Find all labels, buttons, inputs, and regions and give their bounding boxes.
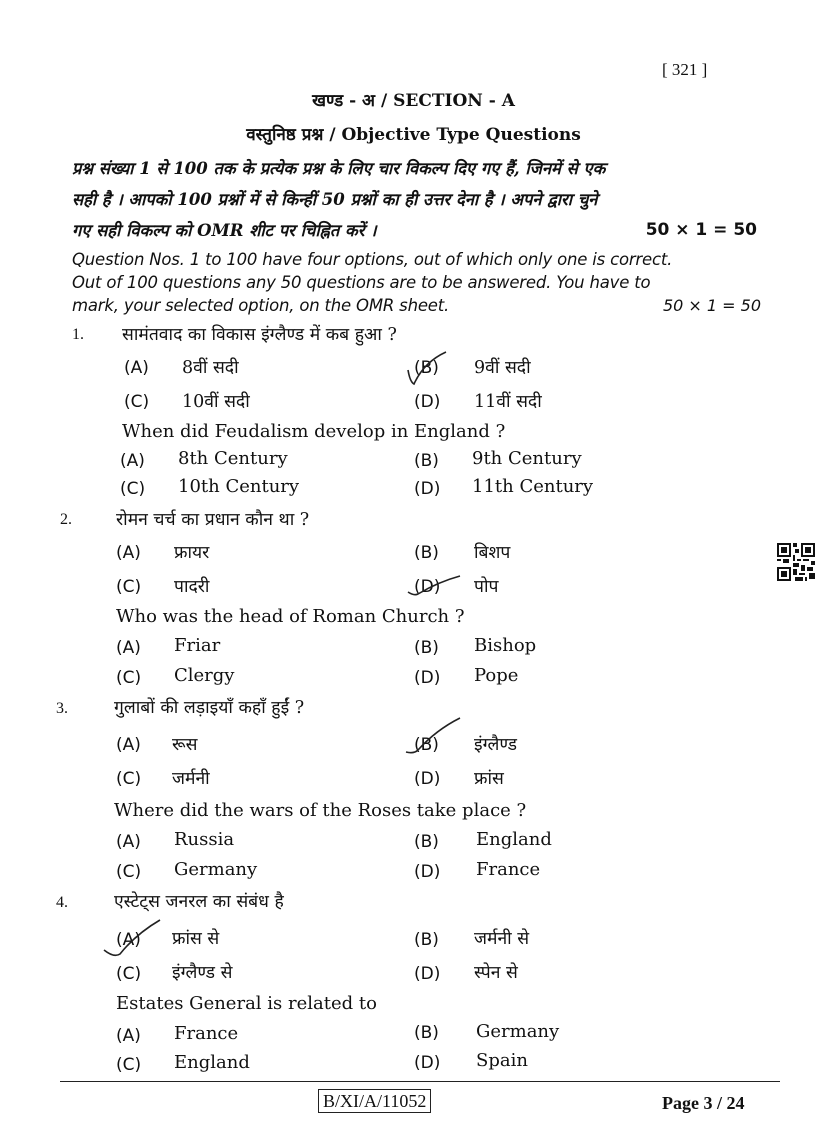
option-label: (C) bbox=[116, 1055, 142, 1075]
option-label: (B) bbox=[414, 638, 439, 658]
q2-english-option-b: Bishop bbox=[474, 635, 537, 656]
q2-english-option-d: Pope bbox=[474, 665, 519, 686]
q3-english-option-d: France bbox=[476, 859, 541, 880]
page-number: Page 3 / 24 bbox=[662, 1093, 745, 1113]
question-2-hindi: रोमन चर्च का प्रधान कौन था ? bbox=[116, 510, 310, 530]
option-label: (C) bbox=[116, 964, 142, 984]
q4-hindi-option-a: फ्रांस से bbox=[172, 929, 220, 949]
question-1-hindi: सामंतवाद का विकास इंग्लैण्ड में कब हुआ ? bbox=[122, 325, 397, 345]
section-subtitle: वस्तुनिष्ठ प्रश्न / Objective Type Questions bbox=[246, 125, 581, 145]
option-label: (B) bbox=[414, 735, 439, 755]
hindi-marks: 50 × 1 = 50 bbox=[645, 220, 757, 240]
option-label: (A) bbox=[116, 1026, 141, 1046]
option-label: (A) bbox=[124, 358, 149, 378]
question-1-english: When did Feudalism develop in England ? bbox=[122, 421, 506, 442]
q1-english-option-a: 8th Century bbox=[178, 448, 288, 469]
q4-english-option-c: England bbox=[174, 1052, 250, 1073]
option-label: (C) bbox=[120, 479, 146, 499]
question-number: 3. bbox=[56, 700, 68, 717]
q4-english-option-b: Germany bbox=[476, 1021, 560, 1042]
q3-hindi-option-c: जर्मनी bbox=[172, 769, 210, 789]
option-label: (B) bbox=[414, 543, 439, 563]
option-label: (A) bbox=[116, 735, 141, 755]
q2-hindi-option-c: पादरी bbox=[174, 577, 210, 597]
qr-code-icon bbox=[777, 543, 815, 581]
option-label: (B) bbox=[414, 930, 439, 950]
question-4-hindi: एस्टेट्स जनरल का संबंध है bbox=[114, 892, 284, 912]
option-label: (D) bbox=[414, 769, 441, 789]
q1-hindi-option-b: 9वीं सदी bbox=[474, 358, 531, 378]
paper-code: [ 321 ] bbox=[662, 60, 708, 79]
footer-divider bbox=[60, 1081, 780, 1082]
q1-hindi-option-d: 11वीं सदी bbox=[474, 392, 542, 412]
q4-english-option-a: France bbox=[174, 1023, 239, 1044]
handwritten-tick-icon bbox=[402, 714, 464, 758]
option-label: (A) bbox=[120, 451, 145, 471]
q3-hindi-option-b: इंग्लैण्ड bbox=[474, 735, 518, 755]
q1-hindi-option-c: 10वीं सदी bbox=[182, 392, 250, 412]
question-4-english: Estates General is related to bbox=[116, 993, 377, 1014]
q1-english-option-d: 11th Century bbox=[472, 476, 594, 497]
q2-english-option-c: Clergy bbox=[174, 665, 235, 686]
option-label: (D) bbox=[414, 862, 441, 882]
option-label: (D) bbox=[414, 964, 441, 984]
option-label: (D) bbox=[414, 392, 441, 412]
q2-english-option-a: Friar bbox=[174, 635, 221, 656]
option-label: (A) bbox=[116, 543, 141, 563]
option-label: (A) bbox=[116, 638, 141, 658]
question-2-english: Who was the head of Roman Church ? bbox=[116, 606, 465, 627]
q4-hindi-option-d: स्पेन से bbox=[474, 963, 518, 983]
option-label: (D) bbox=[414, 577, 441, 597]
q3-hindi-option-a: रूस bbox=[172, 735, 198, 755]
q4-english-option-d: Spain bbox=[476, 1050, 528, 1071]
english-marks: 50 × 1 = 50 bbox=[662, 296, 761, 315]
option-label: (D) bbox=[414, 479, 441, 499]
q3-english-option-c: Germany bbox=[174, 859, 258, 880]
question-number: 2. bbox=[60, 511, 72, 528]
option-label: (B) bbox=[414, 832, 439, 852]
q2-hindi-option-d: पोप bbox=[474, 577, 499, 597]
booklet-code: B/XI/A/11052 bbox=[318, 1089, 431, 1113]
option-label: (C) bbox=[124, 392, 150, 412]
q1-english-option-c: 10th Century bbox=[178, 476, 300, 497]
option-label: (C) bbox=[116, 862, 142, 882]
q3-hindi-option-d: फ्रांस bbox=[474, 769, 504, 789]
q2-hindi-option-b: बिशप bbox=[474, 543, 511, 563]
english-instruction-line-1: Question Nos. 1 to 100 have four options, out of which only one is correct. bbox=[72, 250, 673, 269]
q2-hindi-option-a: फ्रायर bbox=[174, 543, 210, 563]
hindi-instruction-line-2: सही है । आपको 100 प्रश्नों में से किन्हीं 50 प्रश्नों का ही उत्तर देना है । अपने द्वारा चुने bbox=[72, 190, 598, 209]
hindi-instruction-line-1: प्रश्न संख्या 1 से 100 तक के प्रत्येक प्रश्न के लिए चार विकल्प दिए गए हैं, जिनमें से एक bbox=[72, 159, 606, 178]
handwritten-tick-icon bbox=[404, 570, 464, 600]
option-label: (D) bbox=[414, 1053, 441, 1073]
q1-hindi-option-a: 8वीं सदी bbox=[182, 358, 239, 378]
handwritten-tick-icon bbox=[100, 916, 164, 960]
q3-english-option-b: England bbox=[476, 829, 552, 850]
question-number: 4. bbox=[56, 894, 68, 911]
handwritten-tick-icon bbox=[398, 348, 450, 388]
english-instruction-line-2: Out of 100 questions any 50 questions are to be answered. You have to bbox=[72, 273, 651, 292]
option-label: (C) bbox=[116, 769, 142, 789]
q4-hindi-option-c: इंग्लैण्ड से bbox=[172, 963, 233, 983]
option-label: (D) bbox=[414, 668, 441, 688]
q1-english-option-b: 9th Century bbox=[472, 448, 582, 469]
question-3-english: Where did the wars of the Roses take place ? bbox=[114, 800, 527, 821]
section-heading: खण्ड - अ / SECTION - A bbox=[312, 91, 515, 111]
hindi-instruction-line-3: गए सही विकल्प को OMR शीट पर चिह्नित करें । bbox=[72, 221, 377, 240]
option-label: (A) bbox=[116, 832, 141, 852]
q3-english-option-a: Russia bbox=[174, 829, 235, 850]
english-instruction-line-3: mark, your selected option, on the OMR sheet. bbox=[72, 296, 450, 315]
option-label: (B) bbox=[414, 358, 439, 378]
q4-hindi-option-b: जर्मनी से bbox=[474, 929, 530, 949]
option-label: (B) bbox=[414, 1023, 439, 1043]
option-label: (B) bbox=[414, 451, 439, 471]
question-3-hindi: गुलाबों की लड़ाइयाँ कहाँ हुईं ? bbox=[114, 698, 305, 718]
question-number: 1. bbox=[72, 326, 84, 343]
option-label: (A) bbox=[116, 930, 141, 950]
option-label: (C) bbox=[116, 577, 142, 597]
option-label: (C) bbox=[116, 668, 142, 688]
